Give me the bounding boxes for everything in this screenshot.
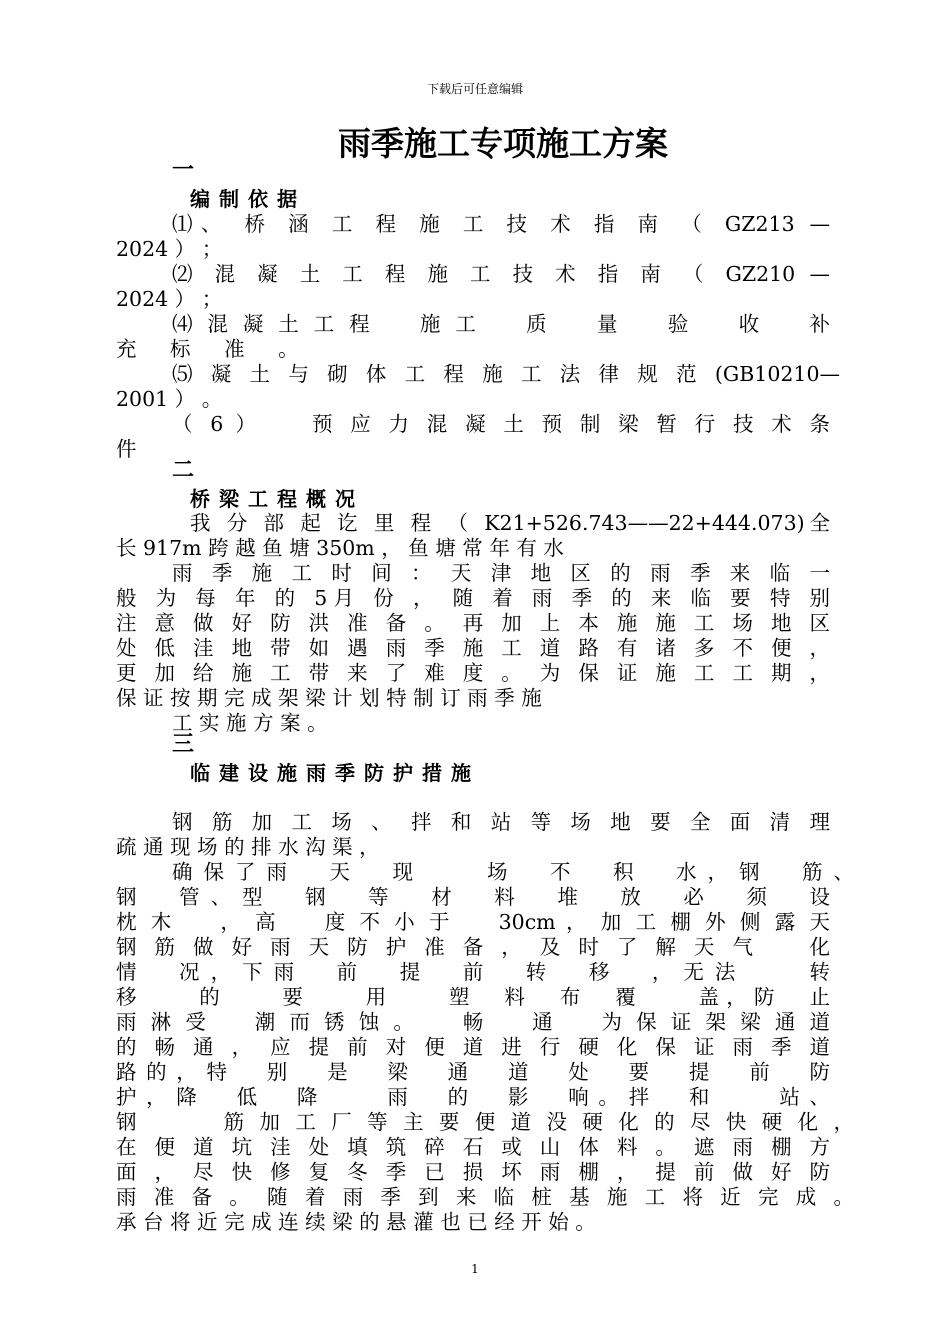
text-line: 我 分 部 起 讫 里 程 （ K21+526.743——22+444.073)全 [190,511,830,535]
document-title: 雨季施工专项施工方案 [338,124,668,163]
text-line: 般 为 每 年 的 5月 份 ， 随 着 雨 季 的 来 临 要 特 别 [116,586,830,610]
text-line: 雨 季 施 工 时 间 ： 天 津 地 区 的 雨 季 来 临 一 [172,561,830,585]
text-line: 工 实 施 方 案 。 [172,711,328,735]
section-number: 二 [172,458,195,483]
text-line: 长 917m 跨 越 鱼 塘 350m ， 鱼 塘 常 年 有 水 [116,536,564,560]
text-line: 2024 ） ； [116,287,223,311]
text-line: 保 证 按 期 完 成 架 梁 计 划 特 制 订 雨 季 施 [116,686,542,710]
page-number: 1 [471,1262,479,1276]
text-line: 的 畅 通 ， 应 提 前 对 便 道 进 行 硬 化 保 证 雨 季 道 [116,1035,830,1059]
text-line: 疏 通 现 场 的 排 水 沟 渠 ， [116,835,380,859]
text-line: ⑵ 混 凝 土 工 程 施 工 技 术 指 南 （ GZ210 — [172,262,830,286]
text-line: 注 意 做 好 防 洪 准 备 。 再 加 上 本 施 施 工 场 地 区 [116,611,830,635]
text-line: 移 的 要 用 塑 料 布 覆 盖 ， 防 止 [116,985,830,1009]
text-line: 护 ， 降 低 降 雨 的 影 响 。 拌 和 站 、 [116,1085,830,1109]
text-line: 件 [116,437,137,461]
section-title: 编制依据 [190,187,306,211]
text-line: 2024 ） ； [116,237,223,261]
page-header: 下载后可任意编辑 [426,82,523,96]
text-line: 面 ， 尽 快 修 复 冬 季 已 损 坏 雨 棚 ， 提 前 做 好 防 [116,1160,830,1184]
text-line: 情 况 ， 下 雨 前 提 前 转 移 ， 无 法 转 [116,960,830,984]
text-line: 钢 管 、 型 钢 等 材 料 堆 放 必 须 设 [116,885,830,909]
text-line: 确 保 了 雨 天 现 场 不 积 水 ， 钢 筋 、 [172,860,854,884]
text-line: 承 台 将 近 完 成 连 续 梁 的 悬 灌 也 已 经 开 始 。 [116,1210,596,1234]
text-line: 雨 准 备 。 随 着 雨 季 到 来 临 桩 基 施 工 将 近 完 成 。 [116,1185,854,1209]
section-title: 桥梁工程概况 [190,487,364,511]
text-line: 钢 筋 做 好 雨 天 防 护 准 备 ， 及 时 了 解 天 气 化 [116,935,830,959]
text-line: 枕 木 ， 高 度 不 小 于 30cm ， 加 工 棚 外 侧 露 天 [116,910,830,934]
text-line: 路 的 ， 特 别 是 梁 通 道 处 要 提 前 防 [116,1060,830,1084]
text-line: 钢 筋 加 工 场 、 拌 和 站 等 场 地 要 全 面 清 理 [172,810,830,834]
text-line: 在 便 道 坑 洼 处 填 筑 碎 石 或 山 体 料 。 遮 雨 棚 方 [116,1135,830,1159]
text-line: 雨 淋 受 潮 而 锈 蚀 。 畅 通 为 保 证 架 梁 通 道 [116,1010,830,1034]
section-number: 三 [172,732,195,757]
text-line: （ 6 ） 预 应 力 混 凝 土 预 制 梁 暂 行 技 术 条 [172,412,830,436]
section-number: 一 [172,158,195,183]
text-line: 处 低 洼 地 带 如 遇 雨 季 施 工 道 路 有 诸 多 不 便 ， [116,636,830,660]
text-line: 2001 ） 。 [116,387,223,411]
section-title: 临建设施雨季防护措施 [190,761,480,785]
text-line: 更 加 给 施 工 带 来 了 难 度 。 为 保 证 施 工 工 期 ， [116,661,830,685]
text-line: 钢 筋 加 工 厂 等 主 要 便 道 没 硬 化 的 尽 快 硬 化 ， [116,1110,854,1134]
text-line: ⑴、 桥 涵 工 程 施 工 技 术 指 南 （ GZ213 — [172,212,830,236]
text-line: ⑸ 凝 土 与 砌 体 工 程 施 工 法 律 规 范 (GB10210— [172,362,840,386]
text-line: 充 标 准 。 [116,337,299,361]
text-line: ⑷ 混 凝 土 工 程 施 工 质 量 验 收 补 [172,312,830,336]
